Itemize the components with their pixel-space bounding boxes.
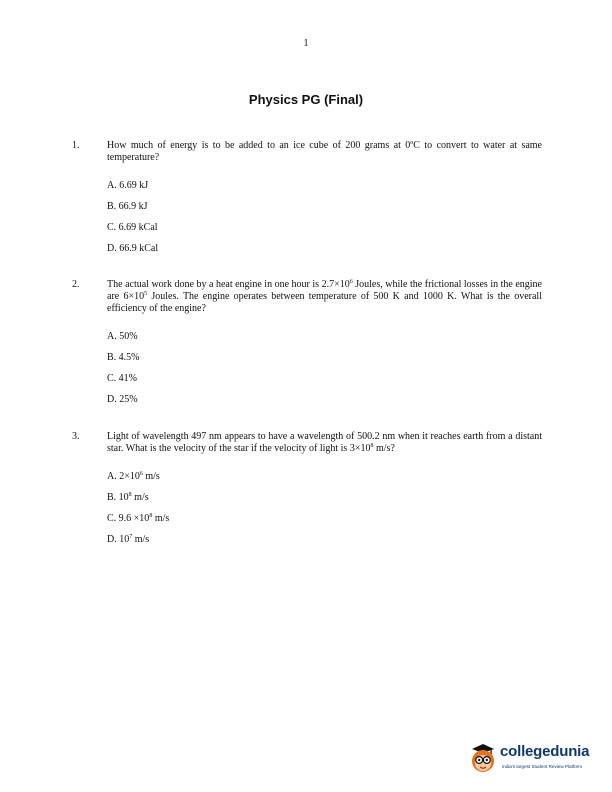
answer-options xyxy=(107,471,542,555)
option-b: B. 4.5% xyxy=(107,352,140,363)
option-d: D. 66.9 kCal xyxy=(107,243,159,254)
option-b: B. 66.9 kJ xyxy=(107,201,148,212)
question-number: 1. xyxy=(72,140,80,151)
page-number: 1 xyxy=(303,38,309,49)
option-a: A. 6.69 kJ xyxy=(107,180,149,191)
document-title: Physics PG (Final) xyxy=(248,92,364,107)
option-a: A. 50% xyxy=(107,331,138,342)
option-c: C. $9.6 \times 10^8$ m/s xyxy=(107,513,170,524)
logo-wordmark: collegedunia xyxy=(500,743,590,760)
question-3 xyxy=(72,431,542,555)
option-c: C. 6.69 kCal xyxy=(107,222,158,233)
question-text: The actual work done by a heat engine in one hour is $2.7\times 10^6$ Joules, while the frictional losses in the engine are $6\times 10^5$ Joules. The engine operates between temperature of 500 K and 1000 K. What is the overall efficiency of the engine? xyxy=(107,279,542,314)
question-text: Light of wavelength 497 nm appears to have a wavelength of 500.2 nm when it reaches earth from a distant star. What is the velocity of the star if the velocity of light is $3\times 10^8$ m/s? xyxy=(107,431,542,454)
collegedunia-logo xyxy=(466,740,602,780)
option-d: D. $10^7$ m/s xyxy=(107,534,150,545)
question-2 xyxy=(72,279,542,415)
question-1 xyxy=(72,140,542,264)
option-c: C. 41% xyxy=(107,373,137,384)
option-a: A. $2\times 10^6$ m/s xyxy=(107,471,160,482)
question-number: 2. xyxy=(72,279,80,290)
mascot-owl-icon xyxy=(466,740,500,774)
answer-options xyxy=(107,331,542,415)
question-number: 3. xyxy=(72,431,80,442)
question-text: How much of energy is to be added to an ice cube of 200 grams at 0$^o$C to convert to water at same temperature? xyxy=(107,140,542,163)
answer-options xyxy=(107,180,542,264)
option-d: D. 25% xyxy=(107,394,138,405)
logo-tagline: India's largest Student Review Platform xyxy=(502,764,583,769)
option-b: B. $10^8$ m/s xyxy=(107,492,149,503)
